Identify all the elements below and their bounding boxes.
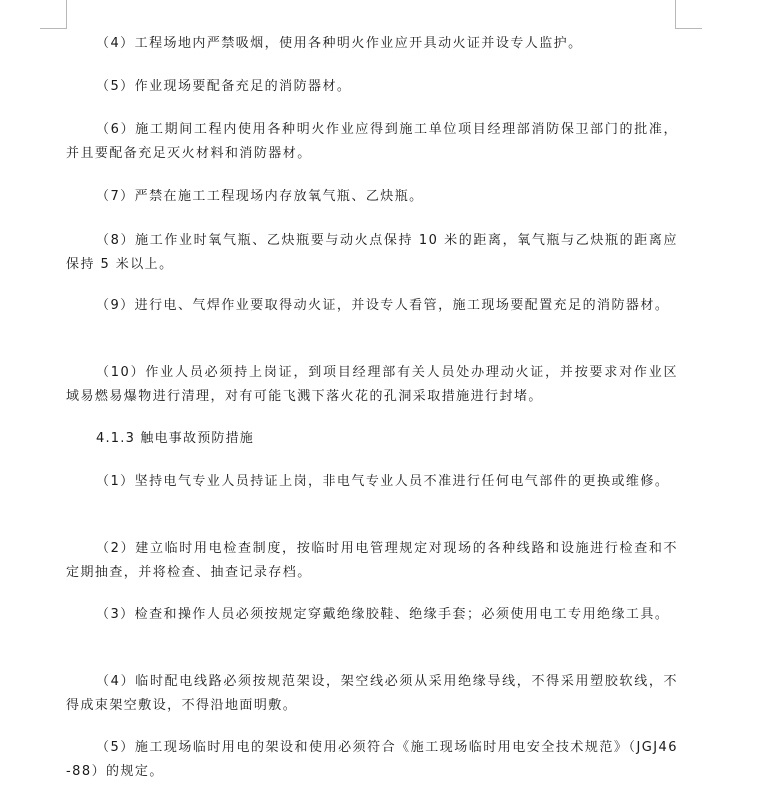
paragraph-fire-item-10: （10）作业人员必须持上岗证，到项目经理部有关人员处办理动火证，并按要求对作业区域易燃易爆物进行清理，对有可能飞溅下落火花的孔洞采取措施进行封堵。 bbox=[66, 365, 678, 404]
paragraph-electric-item-5: （5）施工现场临时用电的架设和使用必须符合《施工现场临时用电安全技术规范》（JGJ46-88）的规定。 bbox=[66, 740, 678, 779]
paragraph-fire-item-4: （4）工程场地内严禁吸烟，使用各种明火作业应开具动火证并设专人监护。 bbox=[96, 36, 583, 51]
paragraph-fire-item-7: （7）严禁在施工工程现场内存放氧气瓶、乙炔瓶。 bbox=[96, 189, 424, 204]
paragraph-fire-item-6: （6）施工期间工程内使用各种明火作业应得到施工单位项目经理部消防保卫部门的批准，并且要配备充足灭火材料和消防器材。 bbox=[66, 122, 678, 161]
paragraph-fire-item-9: （9）进行电、气焊作业要取得动火证，并设专人看管，施工现场要配置充足的消防器材。 bbox=[96, 298, 670, 313]
paragraph-electric-item-4: （4）临时配电线路必须按规范架设，架空线必须从采用绝缘导线，不得采用塑胶软线，不得成束架空敷设，不得沿地面明敷。 bbox=[66, 674, 678, 713]
paragraph-electric-item-2: （2）建立临时用电检查制度，按临时用电管理规定对现场的各种线路和设施进行检查和不定期抽查，并将检查、抽查记录存档。 bbox=[66, 541, 678, 580]
paragraph-fire-item-8: （8）施工作业时氧气瓶、乙炔瓶要与动火点保持 10 米的距离，氧气瓶与乙炔瓶的距离应保持 5 米以上。 bbox=[66, 233, 678, 272]
paragraph-fire-item-5: （5）作业现场要配备充足的消防器材。 bbox=[96, 79, 352, 94]
page-corner-mark-top-left bbox=[40, 0, 67, 29]
page-corner-mark-top-right bbox=[675, 0, 702, 29]
section-heading: 4.1.3 触电事故预防措施 bbox=[96, 431, 255, 446]
paragraph-electric-item-1: （1）坚持电气专业人员持证上岗，非电气专业人员不准进行任何电气部件的更换或维修。 bbox=[96, 474, 670, 489]
paragraph-electric-item-3: （3）检查和操作人员必须按规定穿戴绝缘胶鞋、绝缘手套；必须使用电工专用绝缘工具。 bbox=[96, 607, 670, 622]
